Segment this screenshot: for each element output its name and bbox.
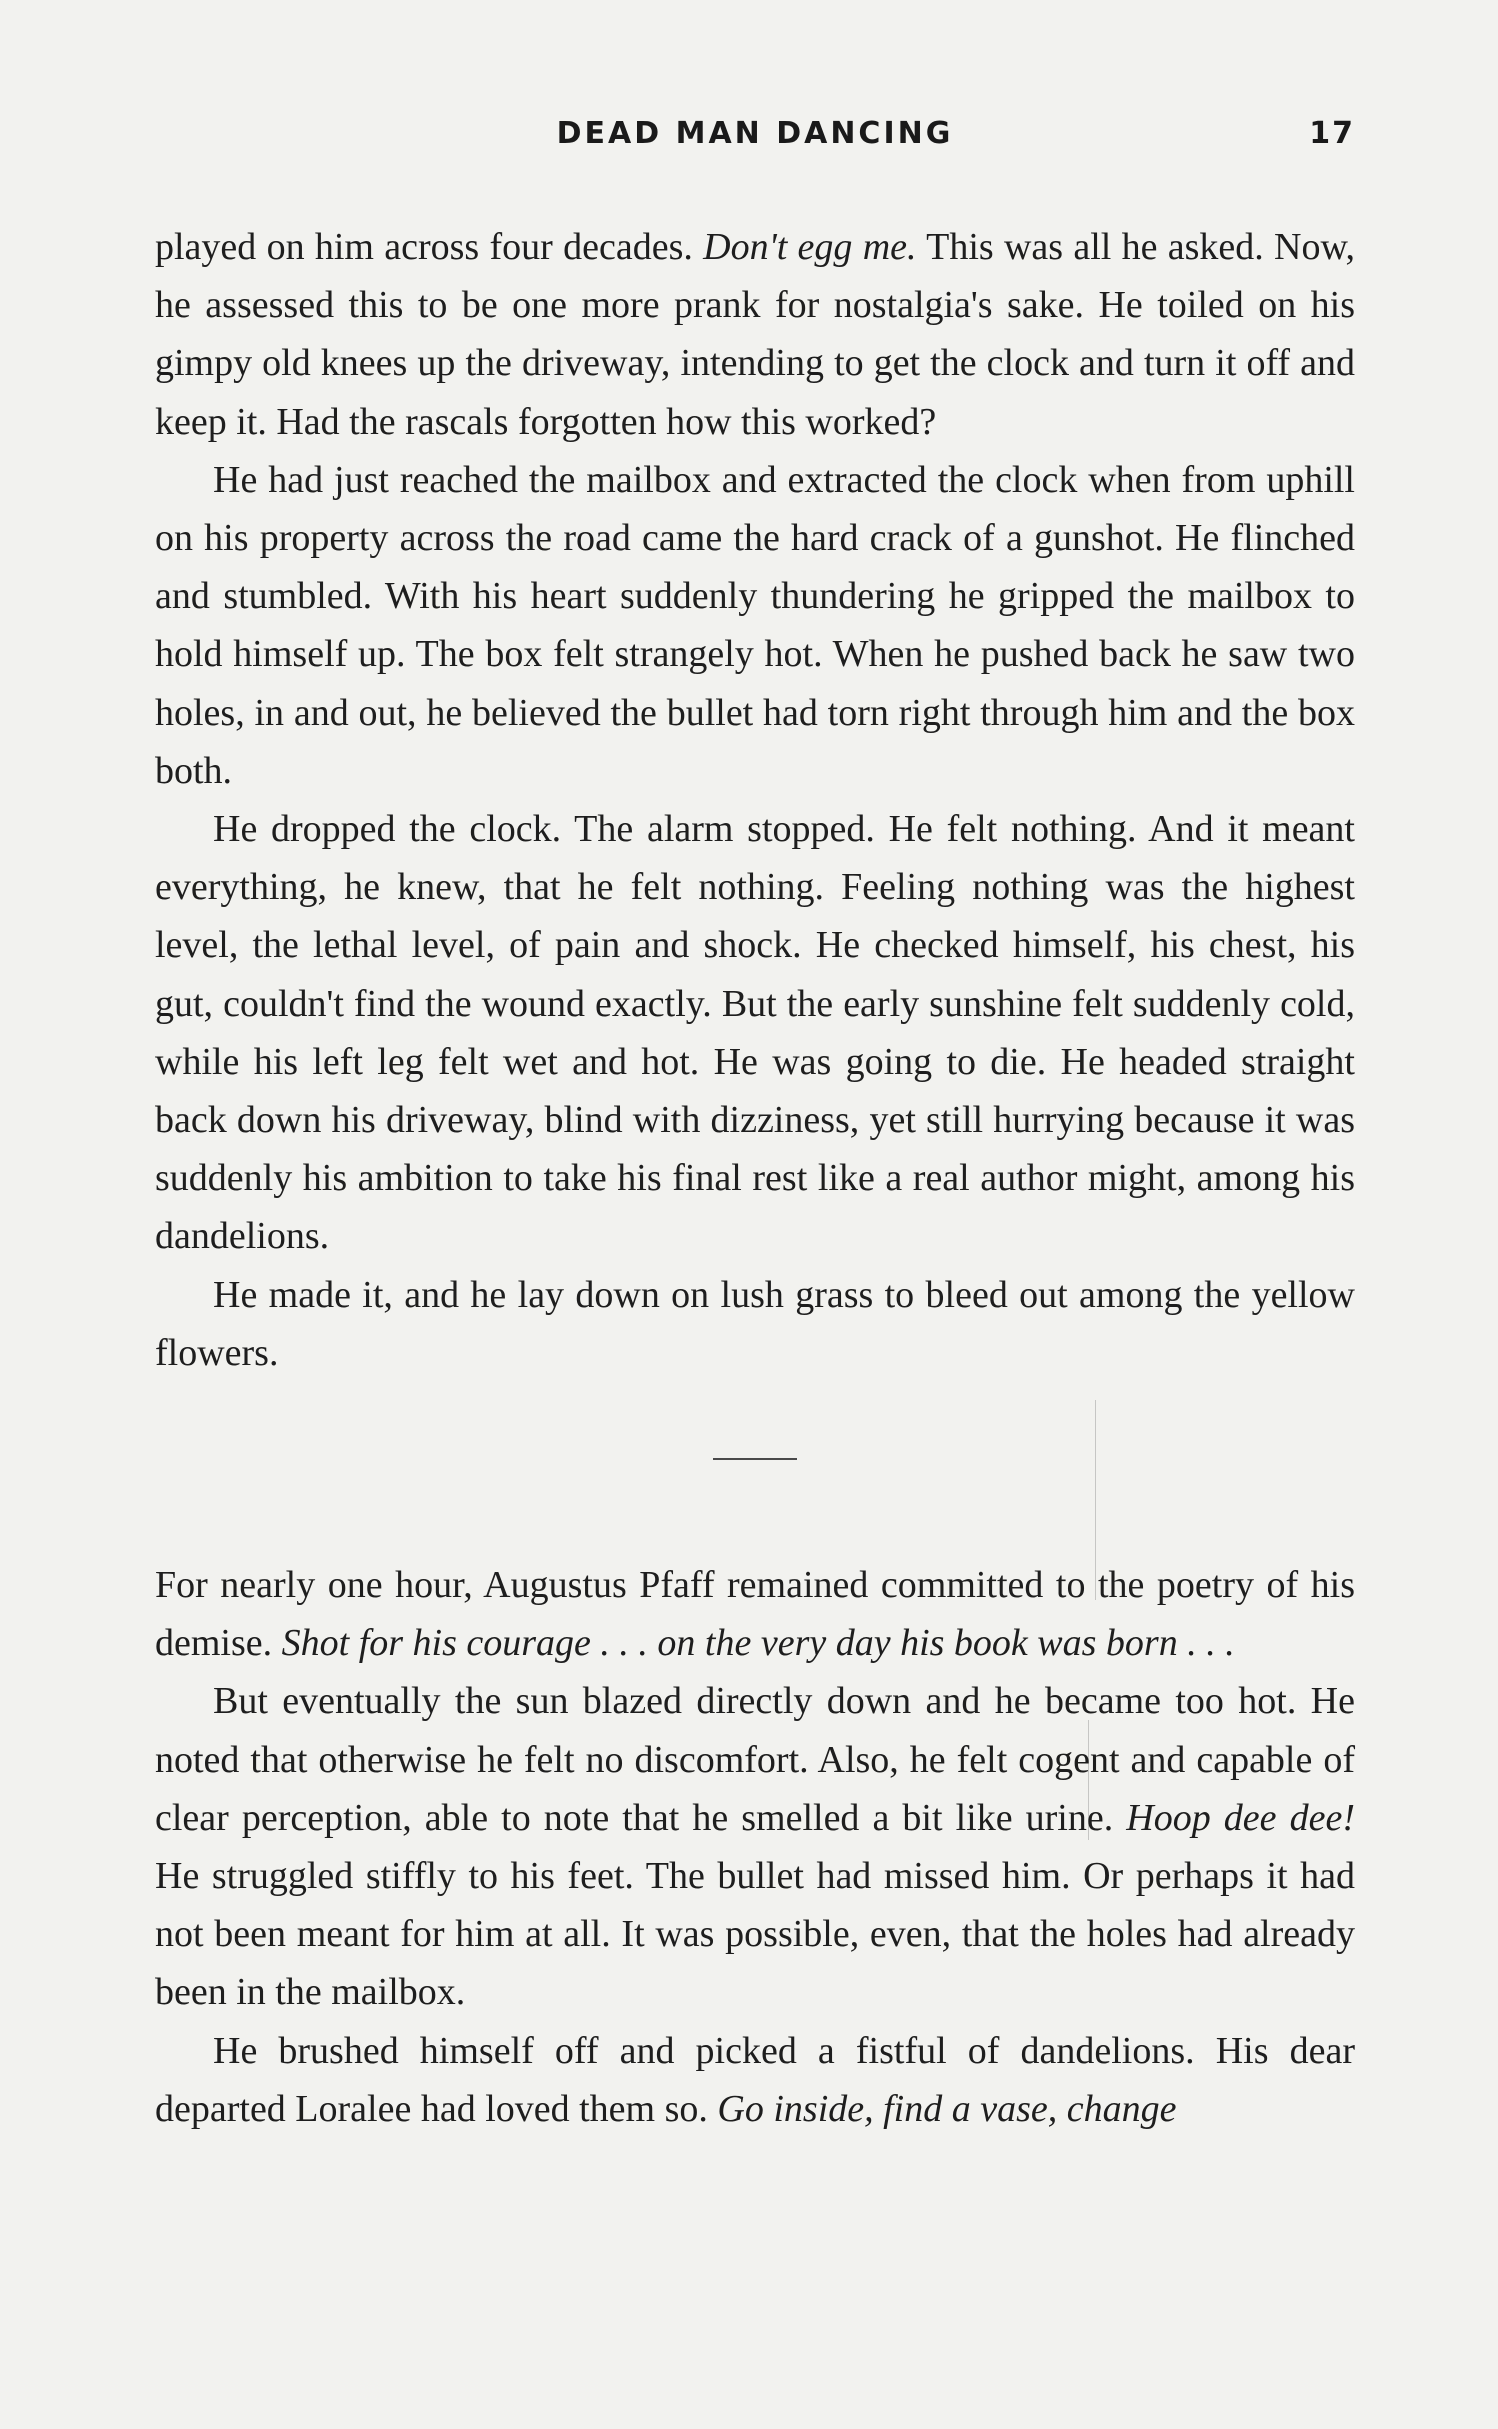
paragraph xyxy=(155,1266,1355,1382)
paragraph xyxy=(155,800,1355,1266)
paragraph xyxy=(155,451,1355,800)
italic-text: Go inside, find a vase, change xyxy=(717,2087,1177,2130)
text-run: He brushed himself off and picked a fistful of dandelions. His dear departed Loralee had loved them so. xyxy=(155,2029,1355,2130)
text-run: He dropped the clock. The alarm stopped. He felt nothing. And it meant everything, he knew, that he felt nothing. Feeling nothing was the highest level, the lethal level, of pain and shock. He checked himself, his chest, his gut, couldn't find the wound exactly. But the early sunshine felt suddenly cold, while his left leg felt wet and hot. He was going to die. He headed straight back down his driveway, blind with dizziness, yet still hurrying because it was suddenly his ambition to take his final rest like a real author might, among his dandelions. xyxy=(155,808,1355,1258)
text-run: But eventually the sun blazed directly down and he became too hot. He noted that otherwise he felt no discomfort. Also, he felt cogent and capable of clear perception, able to note that he smelled a bit like urine. xyxy=(155,1680,1355,1839)
page-header xyxy=(155,116,1355,160)
text-run: played on him across four decades. xyxy=(155,226,704,268)
text-run: He struggled stiffly to his feet. The bullet had missed him. Or perhaps it had not been meant for him at all. It was possible, even, that the holes had already been in the mailbox. xyxy=(155,1855,1355,2014)
text-run: This was all he asked. Now, he assessed this to be one more prank for nostalgia's sake. He toiled on his gimpy old knees up the driveway, intending to get the clock and turn it off and keep it. Had the rascals forgotten how this worked? xyxy=(155,226,1355,443)
scan-artifact xyxy=(1088,1720,1089,1840)
section-break xyxy=(713,1458,797,1460)
paragraph xyxy=(155,1672,1355,2021)
italic-text: Shot for his courage . . . on the very day his book was born . . . xyxy=(281,1622,1235,1665)
scan-artifact xyxy=(1095,1400,1096,1600)
italic-text: Don't egg me. xyxy=(703,226,917,268)
text-run: He made it, and he lay down on lush grass to bleed out among the yellow flowers. xyxy=(155,1273,1355,1374)
running-head: DEAD MAN DANCING xyxy=(556,116,954,151)
paragraph xyxy=(155,2022,1355,2138)
paragraph xyxy=(155,1556,1355,1672)
paragraph xyxy=(155,218,1355,451)
italic-text: Hoop dee dee! xyxy=(1126,1796,1355,1839)
body-text xyxy=(155,218,1355,2138)
text-run: For nearly one hour, Augustus Pfaff remained committed to the poetry of his demise. xyxy=(155,1564,1355,1665)
page-number: 17 xyxy=(1309,116,1355,151)
text-run: He had just reached the mailbox and extracted the clock when from uphill on his property across the road came the hard crack of a gunshot. He flinched and stumbled. With his heart suddenly thundering he gripped the mailbox to hold himself up. The box felt strangely hot. When he pushed back he saw two holes, in and out, he believed the bullet had torn right through him and the box both. xyxy=(155,458,1355,792)
